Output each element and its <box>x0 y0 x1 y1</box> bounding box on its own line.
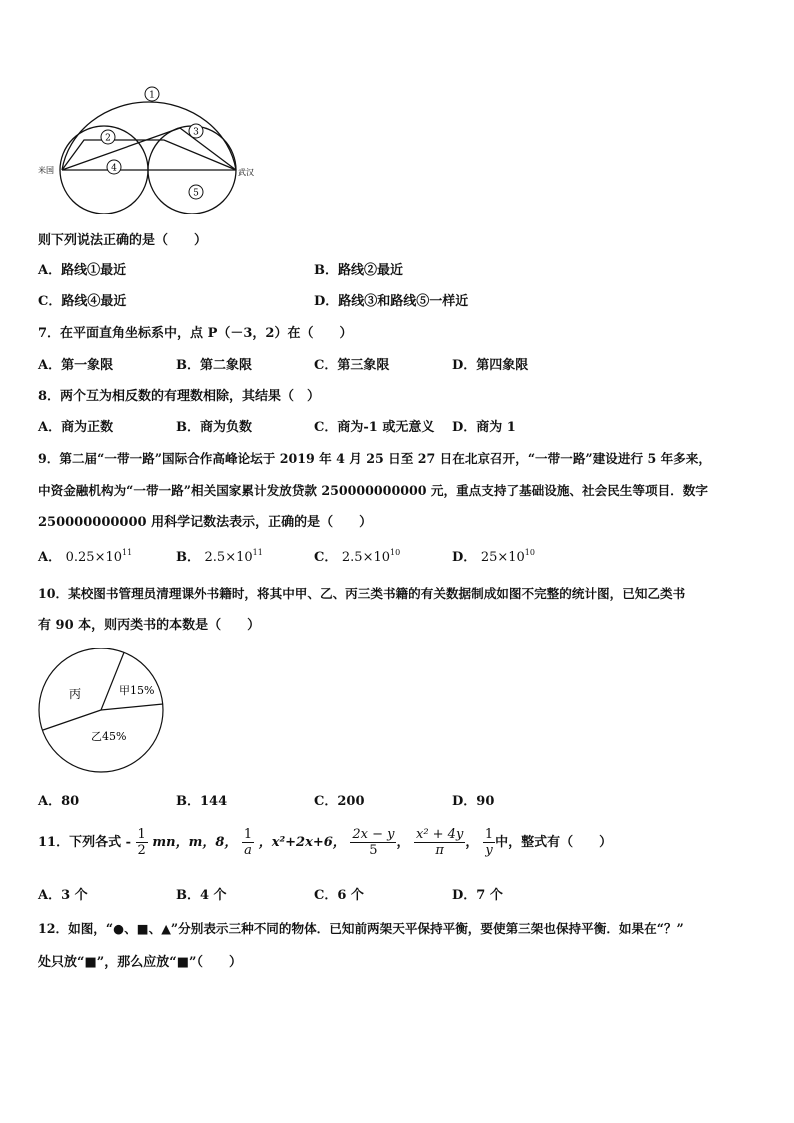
q8-stem: 8．两个互为相反数的有理数相除，其结果（ ） <box>38 389 321 404</box>
route-num-5: 5 <box>193 188 199 199</box>
q8-option-b: B．商为负数 <box>176 420 252 435</box>
q9-option-b: B． $2.5\times 10^{11}$ <box>176 548 263 565</box>
label-right: 武汉 <box>238 168 254 177</box>
route-num-3: 3 <box>193 127 199 138</box>
q10-option-c: C．200 <box>314 794 365 809</box>
q6-option-b: B．路线②最近 <box>314 263 403 278</box>
q9-option-d: D． $25\times 10^{10}$ <box>452 548 535 565</box>
q11-stem: 11．下列各式 - $\frac{1}{2}$ mn，m，8， $\frac{1}{a}$ ，x²+2x+6， $\frac{2x - y}{5}$ ， $\frac{\text{x² + 4y}}{\pi}$ ， $\frac{1}{y}$ 中，整式有（ ） <box>38 827 613 858</box>
q9-option-a: A． $0.25\times 10^{11}$ <box>38 548 133 565</box>
route-diagram <box>30 84 270 214</box>
q7-stem: 7．在平面直角坐标系中，点 P（－3，2）在（ ） <box>38 326 353 341</box>
q7-option-b: B．第二象限 <box>176 358 252 373</box>
q8-option-a: A．商为正数 <box>38 420 114 435</box>
q11-option-d: D．7 个 <box>452 888 503 903</box>
q10-option-b: B．144 <box>176 794 228 809</box>
q11-frac-1: $\frac{1}{2}$ <box>137 827 146 858</box>
pie-label-jia: 甲15% <box>119 684 155 697</box>
q9-line3: 250000000000 用科学记数法表示，正确的是（ ） <box>38 515 373 530</box>
route-2-line <box>62 140 236 170</box>
q8-option-c: C．商为-1 或无意义 <box>314 420 435 435</box>
label-left: 米国 <box>38 166 54 175</box>
q7-option-d: D．第四象限 <box>452 358 529 373</box>
pie-chart <box>36 648 168 774</box>
q11-frac-4: $\frac{\text{x² + 4y}}{\pi}$ <box>415 827 464 858</box>
q9-line1: 9．第二届“一带一路”国际合作高峰论坛于 2019 年 4 月 25 日至 27 日在北京召开，“一带一路”建设进行 5 年多来， <box>38 451 711 466</box>
route-num-2: 2 <box>105 133 111 144</box>
q6-stem: 则下列说法正确的是（ ） <box>38 233 208 248</box>
route-3-line <box>62 128 180 170</box>
q10-option-a: A．80 <box>38 794 80 809</box>
q6-option-a: A．路线①最近 <box>38 263 127 278</box>
q9-option-c: C． $2.5\times 10^{10}$ <box>314 548 401 565</box>
q10-line2: 有 90 本，则丙类书的本数是（ ） <box>38 618 261 633</box>
q12-line1: 12．如图，“●、■、▲”分别表示三种不同的物体．已知前两架天平保持平衡，要使第三架也保持平衡．如果在“？” <box>38 921 684 936</box>
q7-option-c: C．第三象限 <box>314 358 390 373</box>
route-num-4: 4 <box>111 163 117 174</box>
q11-frac-5: $\frac{1}{y}$ <box>484 827 494 858</box>
q9-line2: 中资金融机构为“一带一路”相关国家累计发放贷款 250000000000 元，重点支持了基础设施、社会民生等项目．数字 <box>38 483 708 498</box>
q10-option-d: D．90 <box>452 794 495 809</box>
q11-frac-2: $\frac{1}{a}$ <box>243 827 253 858</box>
q11-option-c: C．6 个 <box>314 888 364 903</box>
q8-option-d: D．商为 1 <box>452 420 516 435</box>
q10-line1: 10．某校图书管理员清理课外书籍时，将其中甲、乙、丙三类书籍的有关数据制成如图不完整的统计图，已知乙类书 <box>38 586 686 601</box>
pie-label-bing: 丙 <box>69 687 82 701</box>
q11-frac-3: $\frac{2x - y}{5}$ <box>352 827 395 858</box>
q12-line2: 处只放“■”，那么应放“■”（ ） <box>38 955 242 970</box>
q11-option-b: B．4 个 <box>176 888 227 903</box>
q6-option-c: C．路线④最近 <box>38 294 127 309</box>
q6-option-d: D．路线③和路线⑤一样近 <box>314 294 469 309</box>
q7-option-a: A．第一象限 <box>38 358 114 373</box>
route-num-1: 1 <box>149 90 155 101</box>
q11-option-a: A．3 个 <box>38 888 88 903</box>
pie-label-yi: 乙45% <box>91 730 127 743</box>
